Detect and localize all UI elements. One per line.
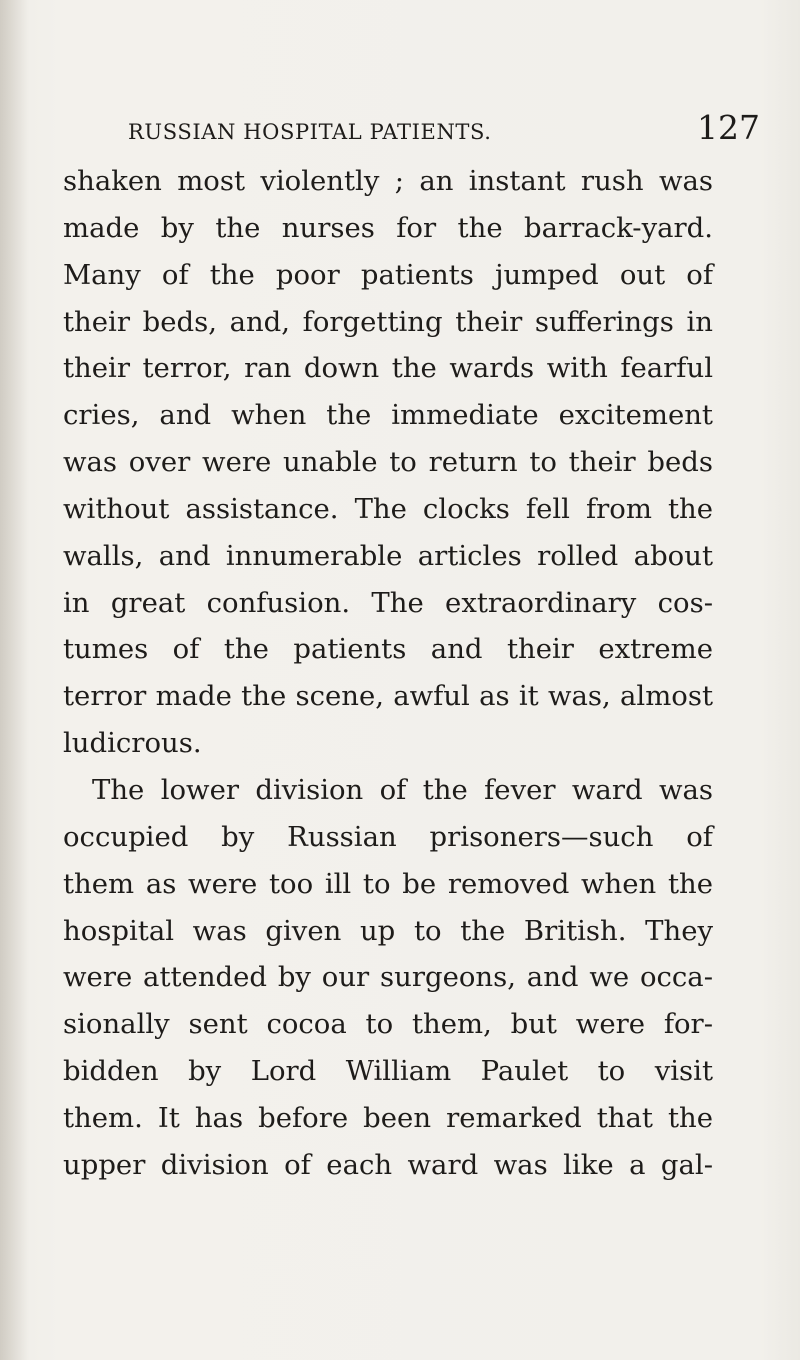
text-line: their terror, ran down the wards with fearful	[63, 352, 713, 385]
gutter-shadow	[0, 0, 28, 1360]
text-line: cries, and when the immediate excitement	[63, 399, 713, 432]
text-line: upper division of each ward was like a gal-	[63, 1148, 713, 1181]
text-line: hospital was given up to the British. They	[63, 914, 713, 947]
text-line: bidden by Lord William Paulet to visit	[63, 1055, 713, 1088]
paragraph-last-line: ludicrous.	[63, 727, 202, 760]
text-line: made by the nurses for the barrack-yard.	[63, 211, 713, 244]
text-line: them as were too ill to be removed when the	[63, 867, 713, 900]
text-line: was over were unable to return to their beds	[63, 446, 713, 479]
text-line: sionally sent cocoa to them, but were for-	[63, 1008, 713, 1041]
text-line: their beds, and, forgetting their sufferings in	[63, 305, 713, 338]
text-line: were attended by our surgeons, and we occa-	[63, 961, 713, 994]
page-number: 127	[697, 108, 760, 147]
text-line: terror made the scene, awful as it was, almost	[63, 680, 713, 713]
text-line: tumes of the patients and their extreme	[63, 633, 713, 666]
running-head-title: RUSSIAN HOSPITAL PATIENTS.	[128, 120, 492, 144]
text-line: walls, and innumerable articles rolled about	[63, 539, 713, 572]
paragraph-first-line: The lower division of the fever ward was	[92, 773, 713, 806]
text-line: Many of the poor patients jumped out of	[63, 258, 713, 291]
body-text	[63, 158, 713, 1189]
text-line: without assistance. The clocks fell from the	[63, 492, 713, 525]
text-line: in great confusion. The extraordinary cos-	[63, 586, 713, 619]
text-line: shaken most violently ; an instant rush was	[63, 165, 713, 197]
text-line: them. It has before been remarked that the	[63, 1101, 713, 1134]
running-head	[0, 108, 800, 158]
text-line: occupied by Russian prisoners—such of	[63, 820, 713, 853]
